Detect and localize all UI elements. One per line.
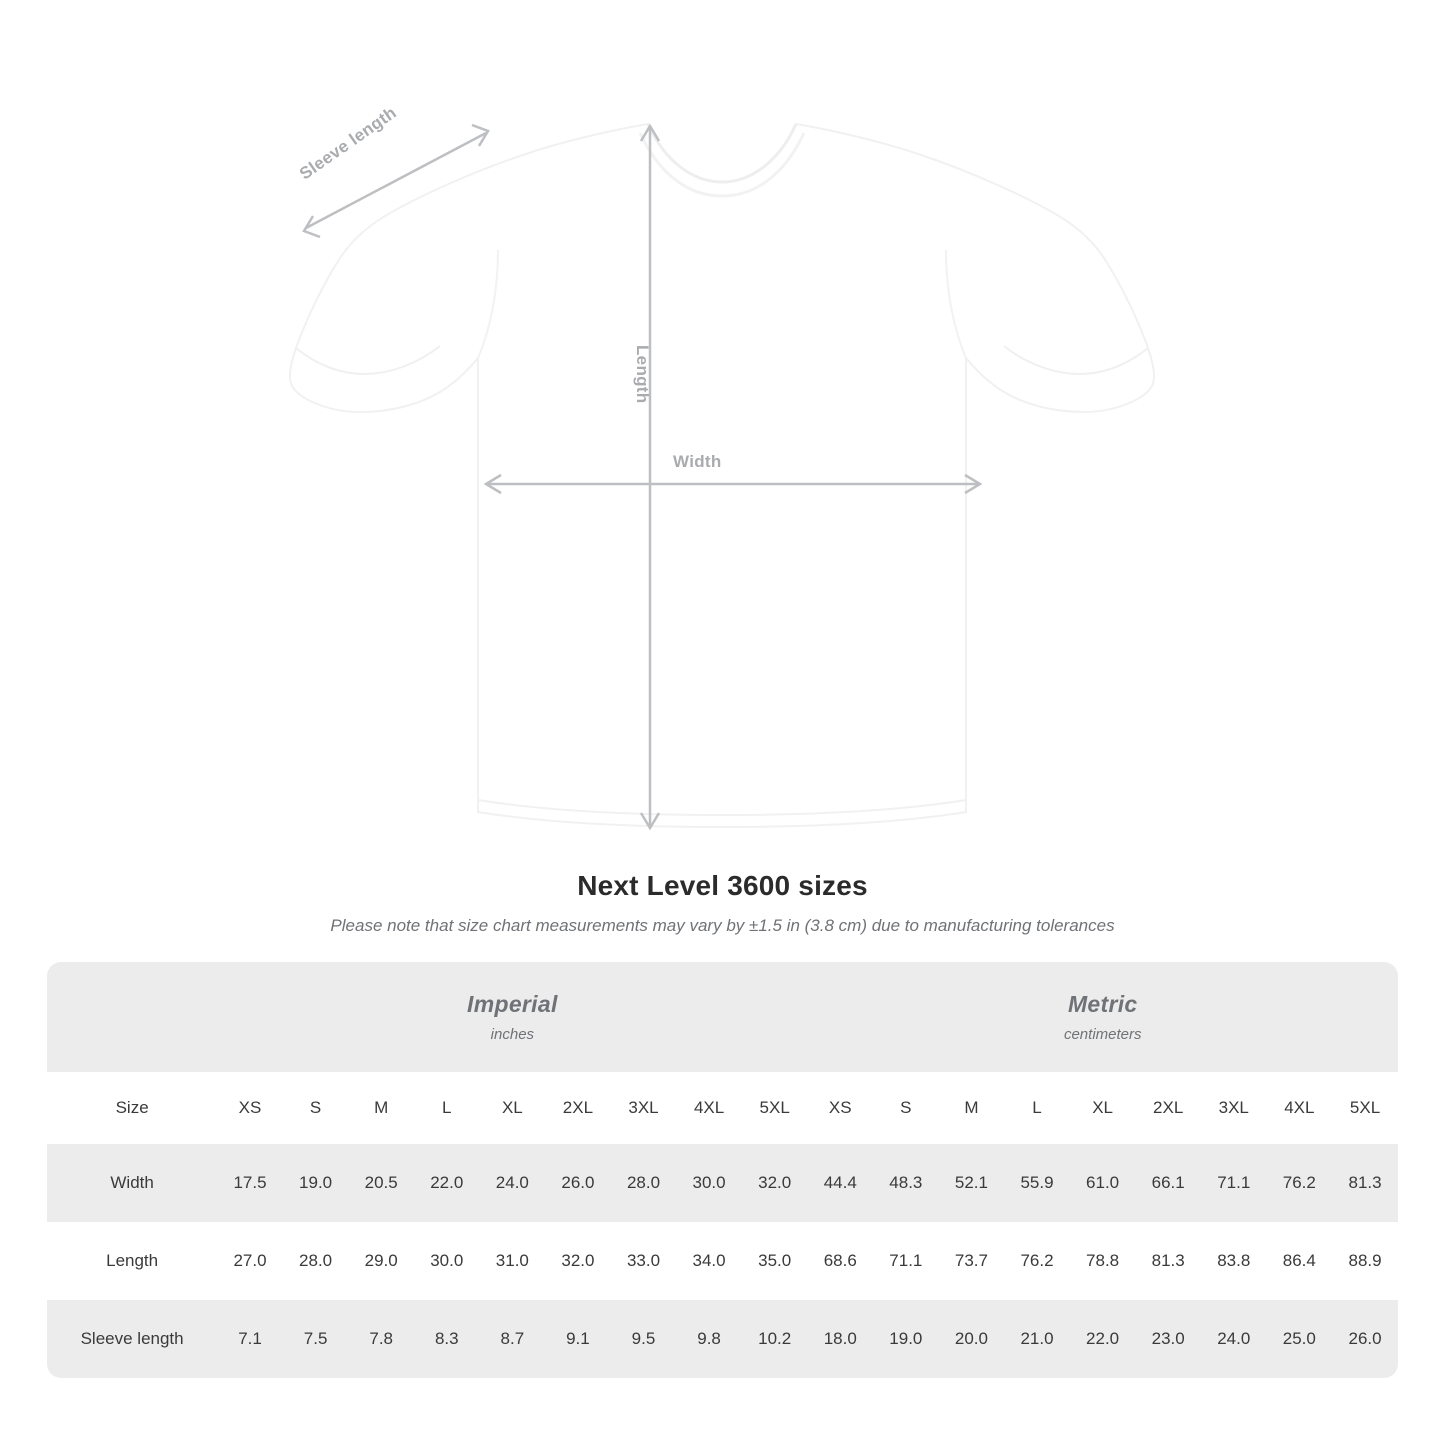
cell-length-metric-l: 76.2 [1004, 1222, 1070, 1300]
unit-group-metric [807, 962, 1398, 1072]
unit-group-metric-name: Metric [1067, 991, 1138, 1017]
cell-width-imperial-xs: 17.5 [217, 1144, 283, 1222]
cell-length-imperial-4xl: 34.0 [676, 1222, 742, 1300]
col-header-imperial-s: S [283, 1072, 349, 1144]
col-header-metric-2xl: 2XL [1135, 1072, 1201, 1144]
cell-length-imperial-s: 28.0 [283, 1222, 349, 1300]
col-header-metric-l: L [1004, 1072, 1070, 1144]
heading-block [0, 870, 1445, 936]
cell-length-metric-xl: 78.8 [1070, 1222, 1136, 1300]
cell-sleeve-imperial-5xl: 10.2 [742, 1300, 808, 1378]
size-table-wrapper [47, 962, 1398, 1378]
row-label-length: Length [47, 1222, 217, 1300]
size-header-row [47, 1072, 1398, 1144]
cell-width-imperial-4xl: 30.0 [676, 1144, 742, 1222]
tolerance-note: Please note that size chart measurements may vary by ±1.5 in (3.8 cm) due to manufacturing tolerances [330, 916, 1115, 935]
cell-sleeve-imperial-4xl: 9.8 [676, 1300, 742, 1378]
cell-width-imperial-2xl: 26.0 [545, 1144, 611, 1222]
table-row [47, 1144, 1398, 1222]
row-label-sleeve-length: Sleeve length [47, 1300, 217, 1378]
col-header-imperial-xs: XS [217, 1072, 283, 1144]
cell-length-metric-s: 71.1 [873, 1222, 939, 1300]
cell-width-metric-xs: 44.4 [807, 1144, 873, 1222]
cell-length-metric-m: 73.7 [939, 1222, 1005, 1300]
sleeve-length-label: Sleeve length [296, 102, 400, 184]
cell-width-metric-s: 48.3 [873, 1144, 939, 1222]
cell-length-imperial-l: 30.0 [414, 1222, 480, 1300]
cell-sleeve-metric-2xl: 23.0 [1135, 1300, 1201, 1378]
unit-group-imperial-name: Imperial [467, 991, 558, 1017]
cell-length-metric-xs: 68.6 [807, 1222, 873, 1300]
col-header-imperial-3xl: 3XL [611, 1072, 677, 1144]
cell-width-metric-2xl: 66.1 [1135, 1144, 1201, 1222]
col-header-metric-m: M [939, 1072, 1005, 1144]
unit-group-row [47, 962, 1398, 1072]
cell-sleeve-metric-l: 21.0 [1004, 1300, 1070, 1378]
cell-width-imperial-m: 20.5 [348, 1144, 414, 1222]
size-table [47, 962, 1398, 1378]
col-header-imperial-l: L [414, 1072, 480, 1144]
cell-sleeve-imperial-l: 8.3 [414, 1300, 480, 1378]
unit-group-imperial [217, 962, 807, 1072]
cell-length-imperial-xs: 27.0 [217, 1222, 283, 1300]
table-row [47, 1222, 1398, 1300]
cell-length-imperial-3xl: 33.0 [611, 1222, 677, 1300]
cell-width-metric-m: 52.1 [939, 1144, 1005, 1222]
col-header-imperial-m: M [348, 1072, 414, 1144]
cell-length-imperial-m: 29.0 [348, 1222, 414, 1300]
cell-sleeve-imperial-2xl: 9.1 [545, 1300, 611, 1378]
table-row [47, 1300, 1398, 1378]
col-header-imperial-5xl: 5XL [742, 1072, 808, 1144]
col-header-imperial-xl: XL [480, 1072, 546, 1144]
col-header-metric-xs: XS [807, 1072, 873, 1144]
cell-width-metric-l: 55.9 [1004, 1144, 1070, 1222]
cell-width-metric-5xl: 81.3 [1332, 1144, 1398, 1222]
cell-length-imperial-xl: 31.0 [480, 1222, 546, 1300]
cell-width-imperial-5xl: 32.0 [742, 1144, 808, 1222]
size-header-label: Size [47, 1072, 217, 1144]
cell-sleeve-imperial-3xl: 9.5 [611, 1300, 677, 1378]
cell-length-metric-4xl: 86.4 [1267, 1222, 1333, 1300]
col-header-imperial-4xl: 4XL [676, 1072, 742, 1144]
unit-group-imperial-sub: inches [490, 1026, 535, 1043]
cell-sleeve-metric-xl: 22.0 [1070, 1300, 1136, 1378]
cell-sleeve-metric-5xl: 26.0 [1332, 1300, 1398, 1378]
cell-length-metric-5xl: 88.9 [1332, 1222, 1398, 1300]
cell-length-metric-3xl: 83.8 [1201, 1222, 1267, 1300]
row-label-width: Width [47, 1144, 217, 1222]
cell-width-imperial-xl: 24.0 [480, 1144, 546, 1222]
cell-width-metric-xl: 61.0 [1070, 1144, 1136, 1222]
page-title: Next Level 3600 sizes [577, 870, 868, 901]
unit-group-metric-sub: centimeters [1063, 1026, 1142, 1043]
cell-sleeve-metric-4xl: 25.0 [1267, 1300, 1333, 1378]
cell-sleeve-metric-3xl: 24.0 [1201, 1300, 1267, 1378]
cell-width-imperial-3xl: 28.0 [611, 1144, 677, 1222]
cell-sleeve-imperial-xl: 8.7 [480, 1300, 546, 1378]
cell-width-imperial-s: 19.0 [283, 1144, 349, 1222]
cell-sleeve-metric-xs: 18.0 [807, 1300, 873, 1378]
unit-group-spacer [47, 962, 217, 1072]
cell-sleeve-imperial-s: 7.5 [283, 1300, 349, 1378]
cell-width-metric-3xl: 71.1 [1201, 1144, 1267, 1222]
cell-sleeve-metric-s: 19.0 [873, 1300, 939, 1378]
cell-sleeve-imperial-xs: 7.1 [217, 1300, 283, 1378]
col-header-metric-5xl: 5XL [1332, 1072, 1398, 1144]
cell-length-imperial-2xl: 32.0 [545, 1222, 611, 1300]
col-header-imperial-2xl: 2XL [545, 1072, 611, 1144]
cell-length-imperial-5xl: 35.0 [742, 1222, 808, 1300]
cell-width-metric-4xl: 76.2 [1267, 1144, 1333, 1222]
cell-width-imperial-l: 22.0 [414, 1144, 480, 1222]
col-header-metric-xl: XL [1070, 1072, 1136, 1144]
cell-sleeve-imperial-m: 7.8 [348, 1300, 414, 1378]
width-label: Width [673, 452, 722, 471]
col-header-metric-s: S [873, 1072, 939, 1144]
col-header-metric-4xl: 4XL [1267, 1072, 1333, 1144]
cell-length-metric-2xl: 81.3 [1135, 1222, 1201, 1300]
length-label: Length [633, 345, 652, 404]
cell-sleeve-metric-m: 20.0 [939, 1300, 1005, 1378]
col-header-metric-3xl: 3XL [1201, 1072, 1267, 1144]
